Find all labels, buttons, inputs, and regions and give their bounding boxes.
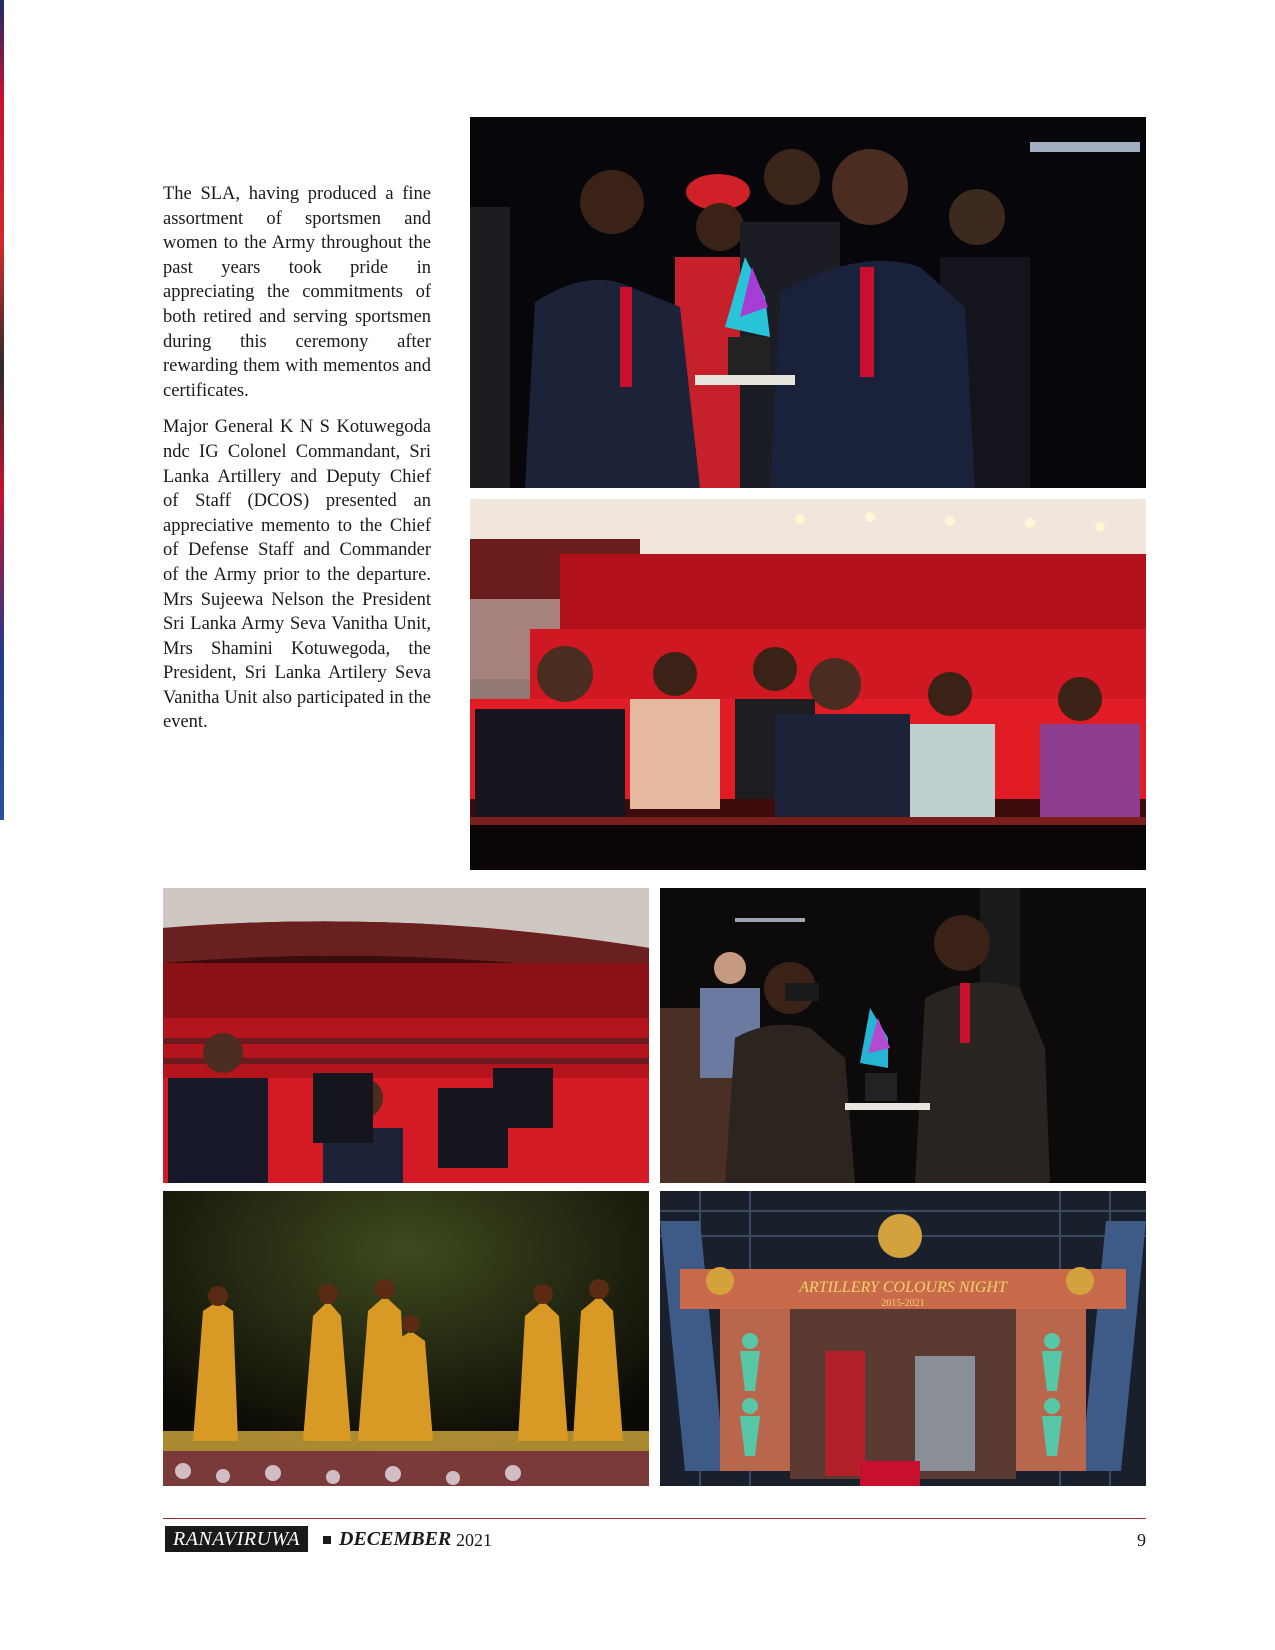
page-number: 9 [1137, 1530, 1146, 1550]
footer-year: 2021 [456, 1530, 492, 1550]
footer-divider [163, 1518, 1146, 1519]
article-paragraph-1: The SLA, having produced a fine assortment of sportsmen and women to the Army throughout the past years took pride in appreciating the commitments of both retired and serving sportsmen during this ceremony after rewarding them with mementos and certificates. [163, 184, 431, 401]
photo-award-second [660, 888, 1146, 1183]
photo-audience-close [470, 499, 1146, 870]
photo-audience-wide [163, 888, 649, 1183]
footer-bullet [323, 1536, 331, 1544]
photo-entrance-arch [660, 1191, 1146, 1486]
article-body [163, 182, 431, 747]
article-paragraph-2: Major General K N S Kotuwegoda ndc IG Colonel Commandant, Sri Lanka Artillery and Deputy Chief of Staff (DCOS) presented an appreciative memento to the Chief of Defense Staff and Commander of the Army prior to the departure. Mrs Sujeewa Nelson the President Sri Lanka Army Seva Vanitha Unit, Mrs Shamini Kotuwegoda, the President, Sri Lanka Artilery Seva Vanitha Unit also participated in the event. [163, 417, 431, 733]
footer-month: DECEMBER [339, 1528, 452, 1550]
entrance-banner-title: ARTILLERY COLOURS NIGHT [799, 1279, 1007, 1296]
footer-magazine-name: RANAVIRUWA [165, 1526, 308, 1552]
page-footer [163, 1526, 1146, 1556]
page-edge-strip [0, 0, 4, 820]
photo-award-presentation [470, 117, 1146, 488]
photo-dancers [163, 1191, 649, 1486]
entrance-banner-years: 2015-2021 [881, 1298, 925, 1309]
